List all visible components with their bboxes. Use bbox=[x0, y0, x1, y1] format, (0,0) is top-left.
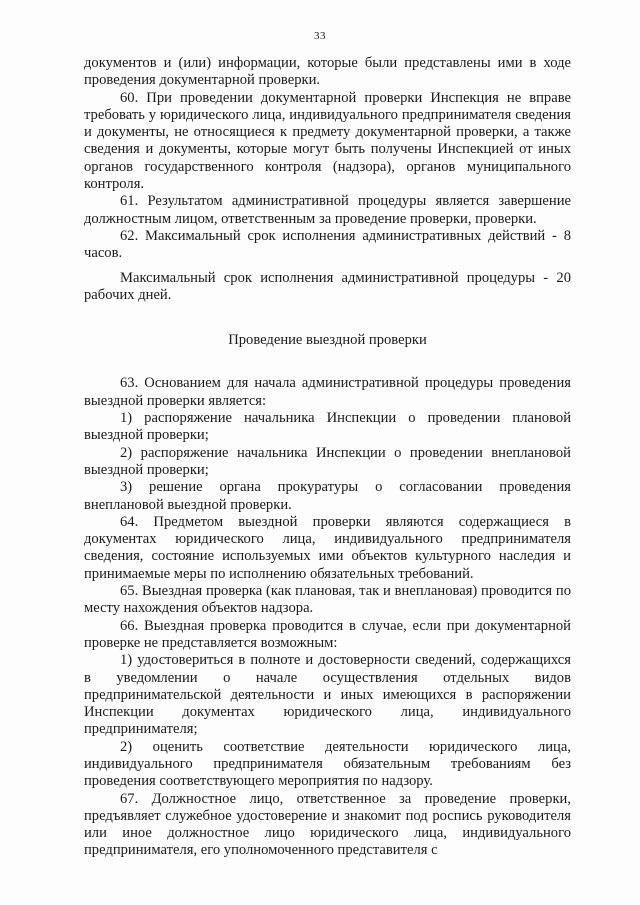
document-body bbox=[84, 55, 571, 860]
list-item-63-1: 1) распоряжение начальника Инспекции о проведении плановой выездной проверки; bbox=[84, 410, 571, 444]
paragraph-66: 66. Выездная проверка проводится в случае, если при документарной проверке не представляется возможным: bbox=[84, 617, 571, 651]
paragraph-continuation: документов и (или) информации, которые были представлены ими в ходе проведения документарной проверки. bbox=[84, 55, 571, 89]
list-item-63-2: 2) распоряжение начальника Инспекции о проведении внеплановой выездной проверки; bbox=[84, 444, 571, 478]
section-heading: Проведение выездной проверки bbox=[228, 332, 427, 349]
list-item-66-1: 1) удостовериться в полноте и достоверности сведений, содержащихся в уведомлении о начале осуществления отдельных видов предпринимательской деятельности и иных имеющихся в распоряжении Инспекции документах юридического лица, индивидуального предпринимателя; bbox=[84, 652, 571, 738]
paragraph-64: 64. Предметом выездной проверки являются содержащиеся в документах юридического лица, индивидуального предпринимателя сведения, состояние используемых ими объектов культурного наследия и принимаемые меры по исполнению обязательных требований. bbox=[84, 513, 571, 582]
paragraph-62-procedure-term: Максимальный срок исполнения административной процедуры - 20 рабочих дней. bbox=[84, 269, 571, 303]
paragraph-65: 65. Выездная проверка (как плановая, так и внеплановая) проводится по месту нахождения объектов надзора. bbox=[84, 583, 571, 617]
paragraph-63: 63. Основанием для начала административной процедуры проведения выездной проверки является: bbox=[84, 375, 571, 409]
list-item-66-2: 2) оценить соответствие деятельности юридического лица, индивидуального предпринимателя обязательным требованиям без проведения соответствующего мероприятия по надзору. bbox=[84, 738, 571, 790]
paragraph-61: 61. Результатом административной процедуры является завершение должностным лицом, ответственным за проведение проверки, проверки. bbox=[84, 193, 571, 227]
paragraph-67: 67. Должностное лицо, ответственное за проведение проверки, предъявляет служебное удостоверение и знакомит под роспись руководителя или иное должностное лицо юридического лица, индивидуального предпринимателя, его уполномоченного представителя с bbox=[84, 790, 571, 859]
paragraph-60: 60. При проведении документарной проверки Инспекция не вправе требовать у юридического лица, индивидуального предпринимателя сведения и документы, не относящиеся к предмету документарной проверки, а также сведения и документы, которые могут быть получены Инспекцией от иных органов государственного контроля (надзора), органов муниципального контроля. bbox=[84, 89, 571, 193]
page-number: 33 bbox=[314, 30, 326, 42]
list-item-63-3: 3) решение органа прокуратуры о согласовании проведения внеплановой выездной проверки. bbox=[84, 479, 571, 513]
paragraph-62: 62. Максимальный срок исполнения административных действий - 8 часов. bbox=[84, 227, 571, 262]
